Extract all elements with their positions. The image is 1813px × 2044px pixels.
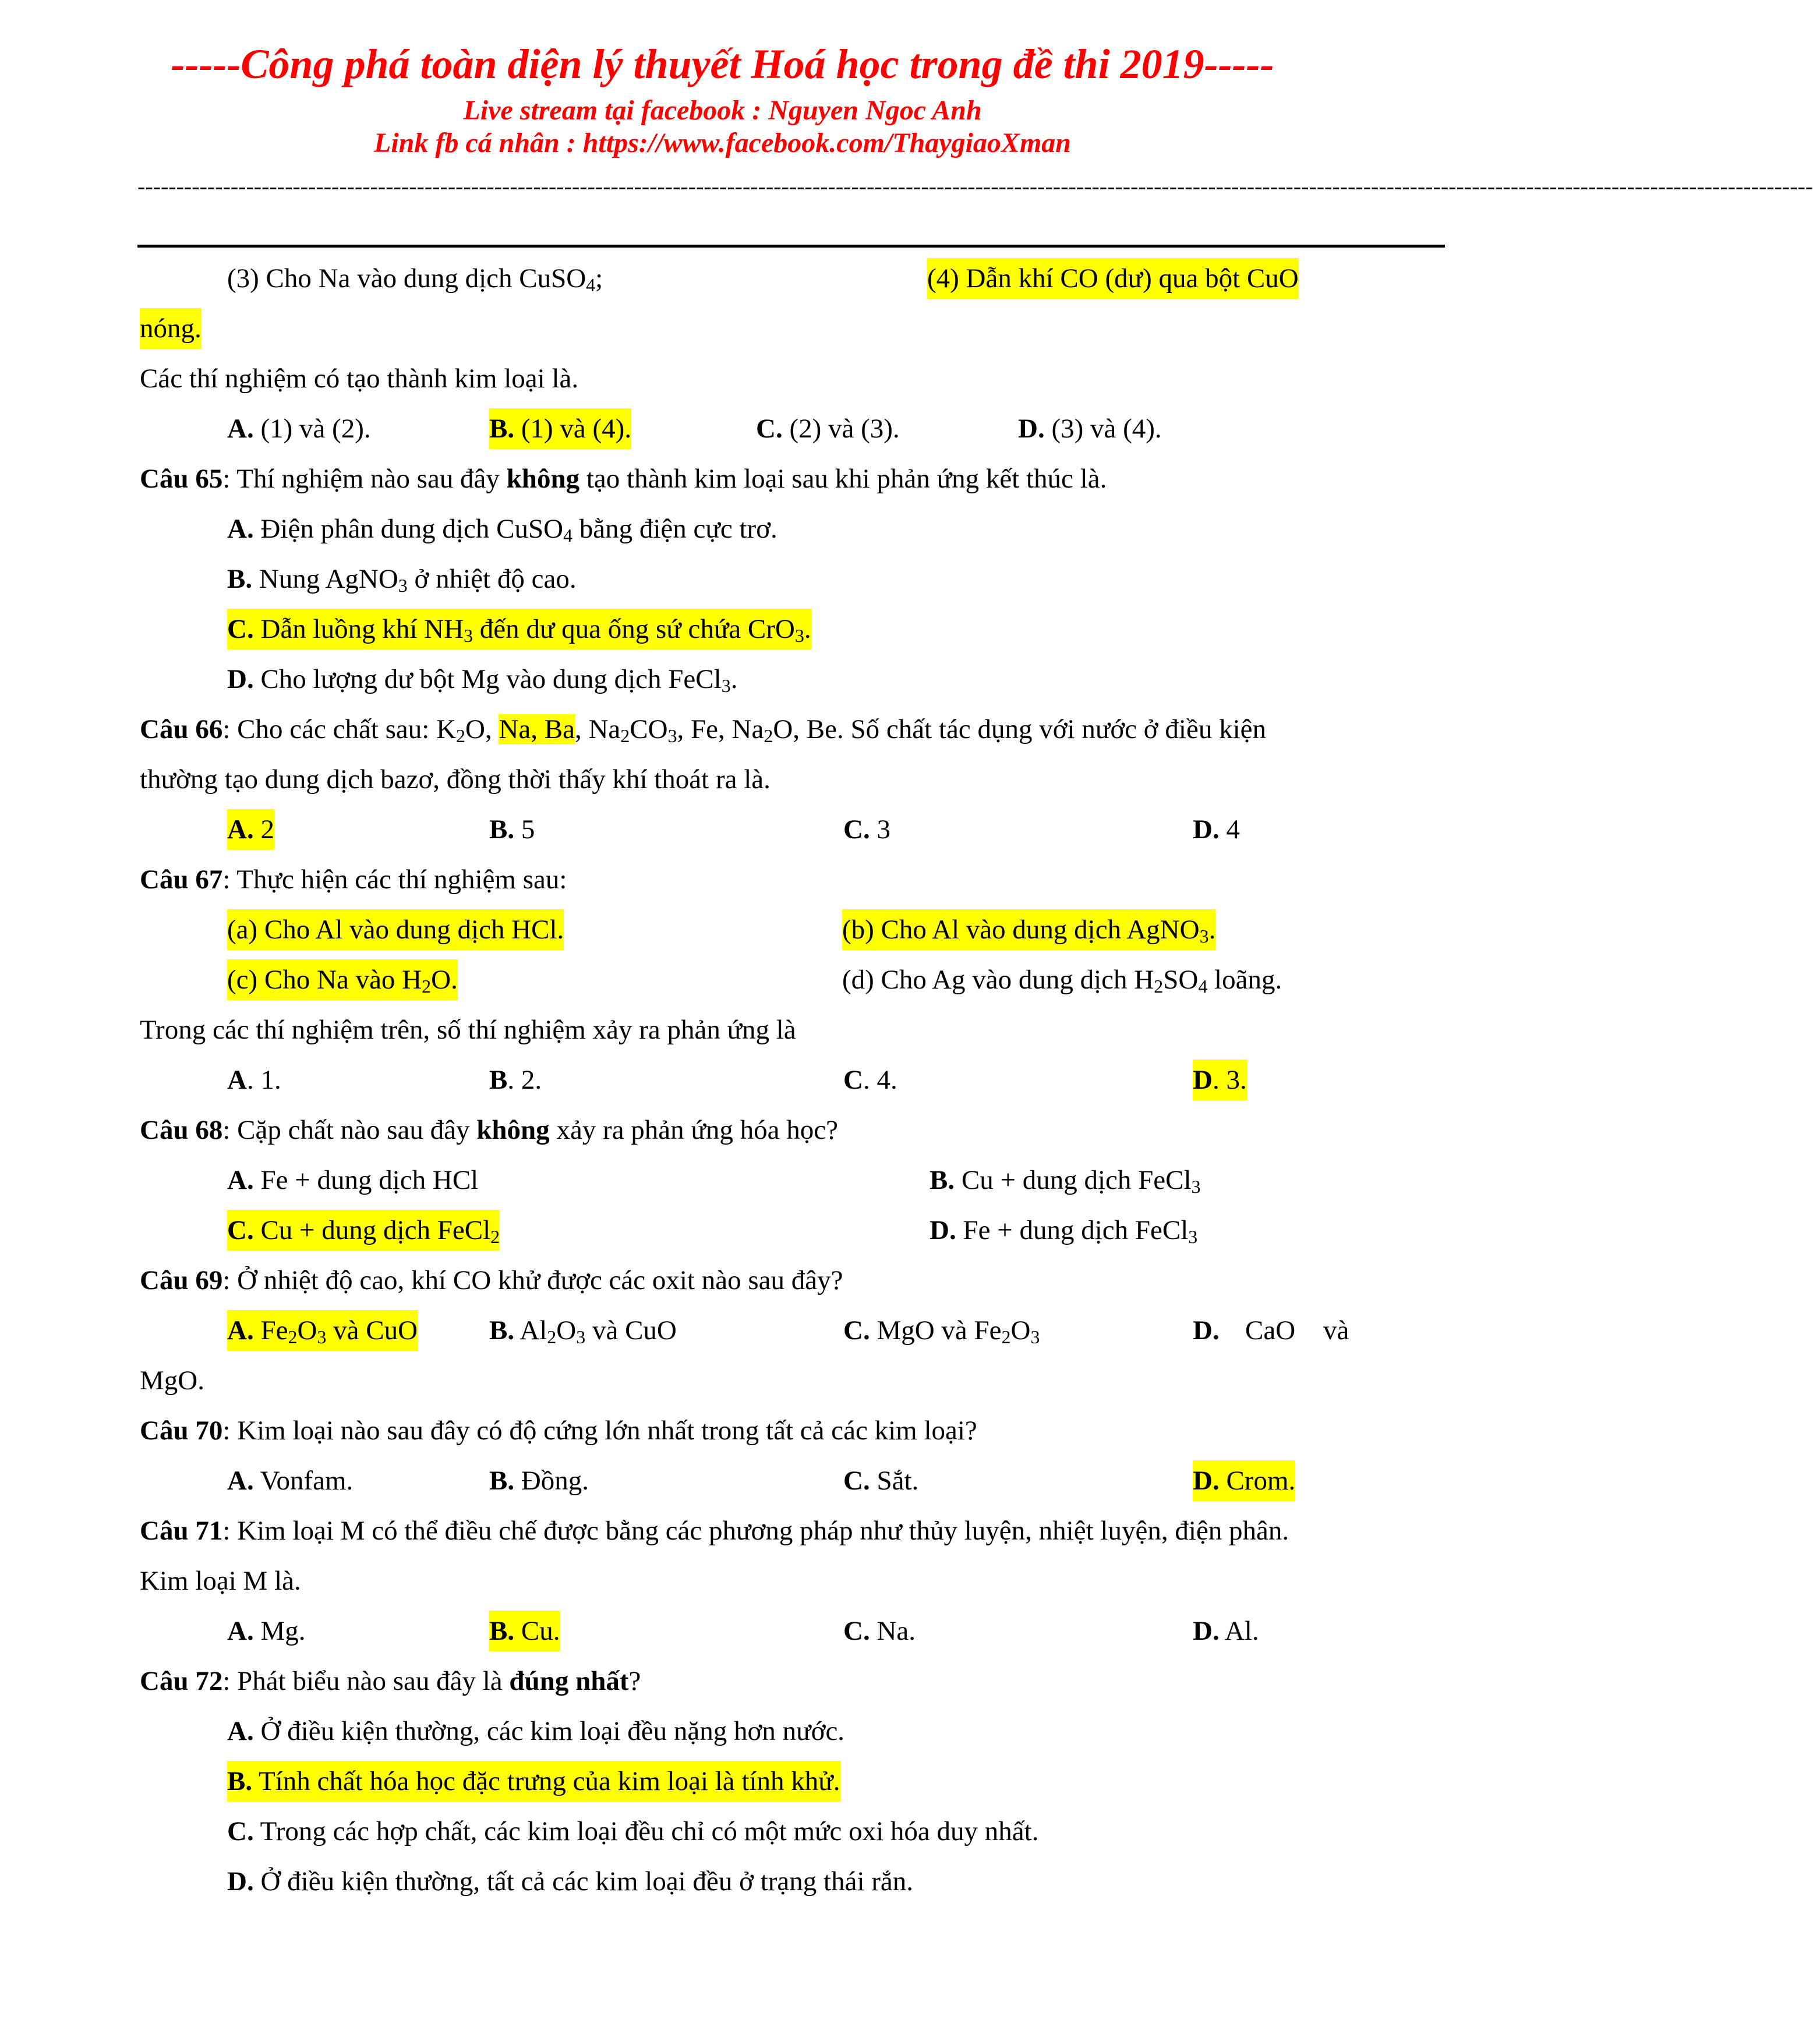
q66-stem: Câu 66: Cho các chất sau: $K_2O$, Na, Ba, $Na_2CO_3$, Fe, $Na_2O$, Be. Số chất tác dụng với nước ở điều kiện	[140, 714, 1266, 747]
q72-number: Câu 72	[140, 1666, 223, 1696]
q66-options	[0, 809, 1445, 850]
q71-stem-line2: Kim loại M là.	[140, 1566, 301, 1596]
q70-options	[0, 1460, 1445, 1501]
q69-option-d-wrap: MgO.	[140, 1365, 204, 1396]
q67-experiment-a: (a) Cho Al vào dung dịch HCl.	[227, 909, 564, 950]
q68-option-c: C. Cu + dung dịch FeCl$_2$	[227, 1210, 500, 1251]
q67-option-c: C. 4.	[843, 1065, 897, 1095]
page-header-fb-link: Link fb cá nhân : https://www.facebook.com/ThaygiaoXman	[374, 128, 1071, 158]
q69-stem: Câu 69: Ở nhiệt độ cao, khí CO khử được các oxit nào sau đây?	[140, 1265, 843, 1295]
page-header-livestream: Live stream tại facebook : Nguyen Ngoc Anh	[463, 95, 982, 126]
q70-stem: Câu 70: Kim loại nào sau đây có độ cứng lớn nhất trong tất cả các kim loại?	[140, 1415, 977, 1446]
q70-option-b: B. Đồng.	[489, 1466, 589, 1496]
q67-experiments-cd	[0, 959, 1445, 1000]
experiment-3: (3) Cho Na vào dung dịch CuSO$_4$;	[227, 263, 603, 296]
q69-option-b: B. $Al_2O_3$ và CuO	[489, 1315, 677, 1348]
q68-option-b: B. Cu + dung dịch FeCl$_3$	[930, 1165, 1201, 1198]
q69-number: Câu 69	[140, 1265, 223, 1295]
intro-options	[0, 408, 1445, 449]
header-dashed-divider: ------------------------------------------------------------------------------------------------------------------------------------------------------------------------------------------------------------------------	[137, 173, 1813, 199]
intro-prompt	[0, 358, 1445, 399]
intro-option-a: A. (1) và (2).	[227, 414, 371, 444]
q71-number: Câu 71	[140, 1516, 223, 1546]
q67-option-d: D. 3.	[1193, 1060, 1247, 1100]
intro-experiment-4-wrap	[0, 308, 1445, 349]
intro-option-c: C. (2) và (3).	[756, 414, 900, 444]
q66-highlight: Na, Ba	[499, 714, 575, 744]
q66-number: Câu 66	[140, 714, 223, 744]
q65-option-b: B. Nung AgNO$_3$ ở nhiệt độ cao.	[227, 564, 577, 596]
intro-prompt-text: Các thí nghiệm có tạo thành kim loại là.	[140, 363, 579, 394]
q69-options	[0, 1310, 1445, 1351]
experiment-4-wrap-text: nóng.	[140, 308, 202, 349]
q65-stem: Câu 65: Thí nghiệm nào sau đây không tạo thành kim loại sau khi phản ứng kết thúc là.	[140, 464, 1107, 494]
page-header-title: -----Công phá toàn diện lý thuyết Hoá học trong đề thi 2019-----	[171, 41, 1274, 87]
q65-option-c: C. Dẫn luồng khí $NH_3$ đến dư qua ống sứ chứa CrO$_3$.	[0, 609, 1445, 649]
q72-option-d: D. Ở điều kiện thường, tất cả các kim loại đều ở trạng thái rắn.	[227, 1866, 914, 1897]
q68-option-a: A. Fe + dung dịch HCl	[227, 1165, 479, 1195]
q69-option-d-va: và	[1323, 1315, 1349, 1346]
q69-option-d-text: CaO	[1245, 1315, 1296, 1346]
q68-stem: Câu 68: Cặp chất nào sau đây không xảy ra phản ứng hóa học?	[140, 1115, 838, 1145]
q71-stem: Câu 71: Kim loại M có thể điều chế được bằng các phương pháp như thủy luyện, nhiệt luyện, điện phân.	[140, 1516, 1289, 1546]
q71-option-c: C. Na.	[843, 1616, 916, 1646]
q65-number: Câu 65	[140, 464, 223, 494]
q70-option-c: C. Sắt.	[843, 1466, 919, 1496]
q72-option-c: C. Trong các hợp chất, các kim loại đều chỉ có một mức oxi hóa duy nhất.	[227, 1816, 1039, 1847]
q69-option-a: A. $Fe_2O_3$ và CuO	[227, 1310, 418, 1351]
q72-stem: Câu 72: Phát biểu nào sau đây là đúng nhất?	[140, 1666, 641, 1696]
q66-option-d: D. 4	[1193, 814, 1240, 845]
q67-number: Câu 67	[140, 864, 223, 895]
q67-option-b: B. 2.	[489, 1065, 542, 1095]
q70-option-a: A. Vonfam.	[227, 1466, 354, 1496]
q71-option-b: B. Cu.	[489, 1611, 560, 1651]
q69-option-d-label: D.	[1193, 1315, 1220, 1346]
q72-option-b: B. Tính chất hóa học đặc trưng của kim loại là tính khử.	[0, 1761, 1445, 1802]
q67-options	[0, 1060, 1445, 1100]
q69-option-c: C. MgO và $Fe_2O_3$	[843, 1315, 1040, 1348]
q72-option-a: A. Ở điều kiện thường, các kim loại đều nặng hơn nước.	[227, 1716, 845, 1746]
q71-option-a: A. Mg.	[227, 1616, 306, 1646]
q68-options-cd	[0, 1210, 1445, 1251]
experiment-4: (4) Dẫn khí CO (dư) qua bột CuO	[927, 258, 1299, 299]
q67-experiments-ab	[0, 909, 1445, 950]
q71-option-d: D. Al.	[1193, 1616, 1259, 1646]
q67-stem: Câu 67: Thực hiện các thí nghiệm sau:	[140, 864, 567, 895]
intro-experiments-line	[0, 258, 1445, 299]
q67-experiment-d: (d) Cho Ag vào dung dịch $H_2SO_4$ loãng.	[842, 965, 1282, 997]
q66-option-a: A. 2	[227, 809, 274, 850]
q67-option-a: A. 1.	[227, 1065, 281, 1095]
q66-stem-line2: thường tạo dung dịch bazơ, đồng thời thấy khí thoát ra là.	[140, 764, 771, 795]
intro-option-b: B. (1) và (4).	[489, 408, 631, 449]
q70-number: Câu 70	[140, 1415, 223, 1446]
q71-options	[0, 1611, 1445, 1651]
q68-number: Câu 68	[140, 1115, 223, 1145]
q65-option-d: D. Cho lượng dư bột Mg vào dung dịch FeCl$_3$.	[227, 664, 738, 697]
q70-option-d: D. Crom.	[1193, 1460, 1295, 1501]
q67-experiment-b: (b) Cho Al vào dung dịch AgNO$_3$.	[842, 909, 1215, 950]
q68-options-ab	[0, 1160, 1445, 1201]
q66-option-b: B. 5	[489, 814, 535, 845]
q65-option-a: A. Điện phân dung dịch CuSO$_4$ bằng điện cực trơ.	[227, 514, 777, 546]
header-rule	[137, 245, 1445, 248]
q67-experiment-c: (c) Cho Na vào $H_2O$.	[227, 959, 458, 1000]
q68-option-d: D. Fe + dung dịch FeCl$_3$	[930, 1215, 1198, 1248]
intro-option-d: D. (3) và (4).	[1018, 414, 1162, 444]
q66-option-c: C. 3	[843, 814, 890, 845]
q67-prompt: Trong các thí nghiệm trên, số thí nghiệm xảy ra phản ứng là	[140, 1015, 796, 1045]
